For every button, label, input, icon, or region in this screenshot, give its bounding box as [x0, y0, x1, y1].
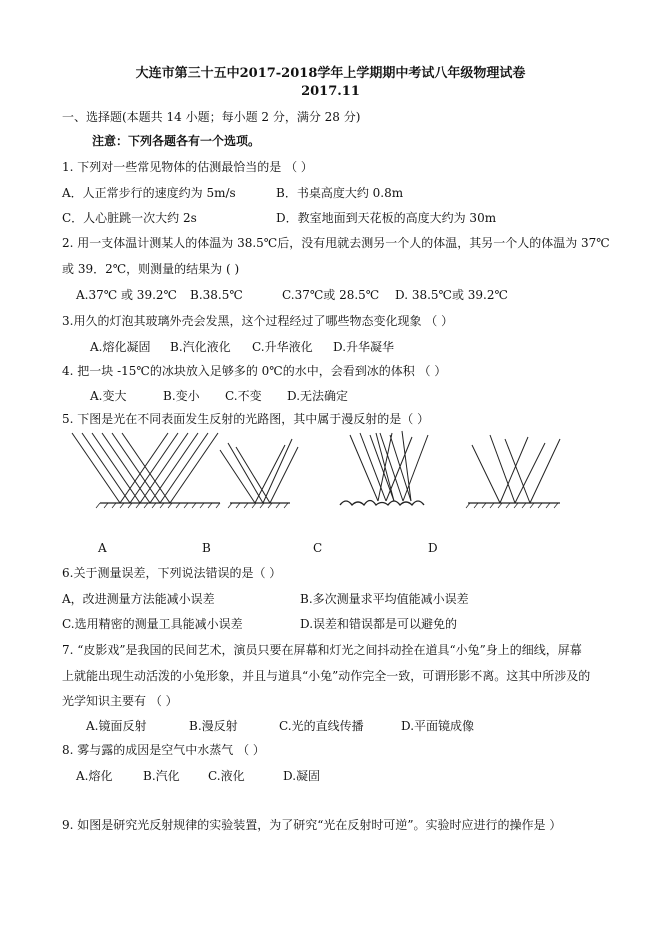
- q6-option-b: B.多次测量求平均值能减小误差: [300, 592, 469, 606]
- q8-option-b: B.汽化: [143, 769, 180, 783]
- q7-option-d: D.平面镜成像: [401, 719, 475, 733]
- q6-option-a: A，改进测量方法能减小误差: [62, 592, 215, 606]
- question-2-stem-cont: 或 39．2℃，则测量的结果为 ( ): [62, 262, 240, 276]
- question-7-stem-cont: 上就能出现生动活泼的小兔形象，并且与道具“小兔”动作完全一致，可谓形影不离。这其中所涉及的: [62, 669, 591, 683]
- section-note: 注意：下列各题各有一个选项。: [92, 134, 261, 148]
- q1-option-c: C．人心脏跳一次大约 2s: [62, 211, 197, 225]
- question-3-stem: 3.用久的灯泡其玻璃外壳会发黑，这个过程经过了哪些物态变化现象 （ ）: [62, 314, 454, 328]
- q3-option-d: D.升华凝华: [333, 340, 395, 354]
- q2-option-b: B.38.5℃: [190, 288, 243, 302]
- q1-option-b: B．书桌高度大约 0.8m: [276, 186, 404, 200]
- diagram-d: [466, 435, 560, 508]
- q3-option-a: A.熔化凝固: [90, 340, 151, 354]
- reflection-figures: [60, 425, 600, 515]
- q8-option-d: D.凝固: [283, 769, 321, 783]
- q1-option-a: A．人正常步行的速度约为 5m/s: [62, 186, 236, 200]
- q5-label-d: D: [428, 541, 438, 555]
- q4-option-a: A.变大: [90, 389, 127, 403]
- q6-option-d: D.误差和错误都是可以避免的: [300, 617, 458, 631]
- q3-option-b: B.汽化液化: [170, 340, 231, 354]
- q5-label-c: C: [313, 541, 323, 555]
- q2-option-a: A.37℃ 或 39.2℃: [76, 288, 177, 302]
- exam-date: 2017.11: [301, 84, 360, 99]
- exam-title: 大连市第三十五中2017-2018学年上学期期中考试八年级物理试卷: [135, 66, 526, 81]
- question-7-stem-end: 光学知识主要有 （ ）: [62, 694, 178, 708]
- q8-option-a: A.熔化: [76, 769, 113, 783]
- question-2-stem: 2. 用一支体温计测某人的体温为 38.5℃后，没有甩就去测另一个人的体温，其另一个人的体温为 37℃: [62, 236, 610, 250]
- question-1-stem: 1. 下列对一些常见物体的估测最恰当的是 （ ）: [62, 160, 313, 174]
- q4-option-c: C.不变: [225, 389, 262, 403]
- q6-option-c: C.选用精密的测量工具能减小误差: [62, 617, 243, 631]
- q7-option-a: A.镜面反射: [86, 719, 147, 733]
- question-6-stem: 6.关于测量误差，下列说法错误的是（ ）: [62, 566, 282, 580]
- q3-option-c: C.升华液化: [252, 340, 313, 354]
- q5-label-a: A: [98, 541, 107, 555]
- diagram-b: [220, 439, 298, 508]
- q2-option-c: C.37℃或 28.5℃: [282, 288, 380, 302]
- question-7-stem: 7. “皮影戏”是我国的民间艺术，演员只要在屏幕和灯光之间抖动拴在道具“小兔”身上的细线，屏幕: [62, 643, 582, 657]
- q4-option-b: B.变小: [163, 389, 200, 403]
- question-9-stem: 9. 如图是研究光反射规律的实验装置，为了研究“光在反射时可逆”。实验时应进行的操作是 ）: [62, 818, 562, 832]
- q5-label-b: B: [202, 541, 211, 555]
- q8-option-c: C.液化: [208, 769, 245, 783]
- diagram-c: [340, 431, 428, 505]
- q7-option-b: B.漫反射: [189, 719, 238, 733]
- question-8-stem: 8. 雾与露的成因是空气中水蒸气 （ ）: [62, 743, 265, 757]
- q2-option-d: D. 38.5℃或 39.2℃: [395, 288, 508, 302]
- question-4-stem: 4. 把一块 -15℃的冰块放入足够多的 0℃的水中，会看到冰的体积 （ ）: [62, 364, 447, 378]
- section-heading: 一、选择题(本题共 14 小题；每小题 2 分，满分 28 分): [62, 110, 361, 124]
- question-5-stem: 5. 下图是光在不同表面发生反射的光路图，其中属于漫反射的是（ ）: [62, 412, 430, 426]
- q4-option-d: D.无法确定: [287, 389, 349, 403]
- q1-option-d: D．教室地面到天花板的高度大约为 30m: [276, 211, 497, 225]
- q7-option-c: C.光的直线传播: [279, 719, 364, 733]
- diagram-a: [72, 433, 220, 508]
